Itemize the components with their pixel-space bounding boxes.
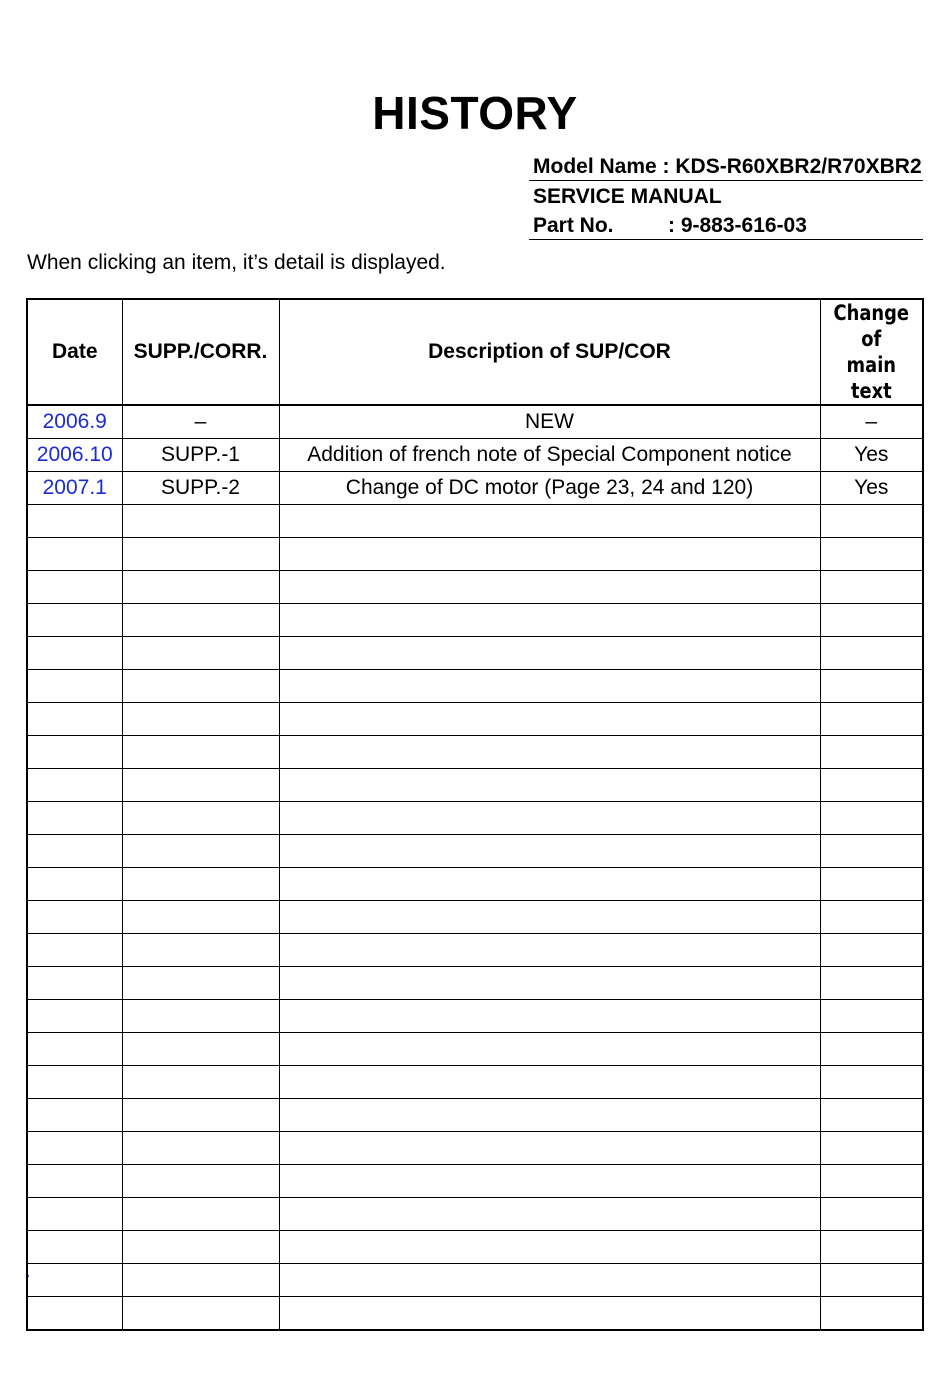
empty-cell — [27, 835, 122, 868]
empty-cell — [279, 538, 820, 571]
empty-cell — [820, 802, 923, 835]
empty-cell — [820, 1033, 923, 1066]
empty-cell — [122, 670, 279, 703]
corner-mark: , — [27, 1268, 30, 1279]
empty-cell — [27, 736, 122, 769]
empty-cell — [27, 637, 122, 670]
empty-cell — [27, 802, 122, 835]
empty-cell — [122, 901, 279, 934]
row-description: Addition of french note of Special Component notice — [279, 439, 820, 472]
empty-cell — [122, 835, 279, 868]
empty-cell — [820, 769, 923, 802]
row-change: Yes — [820, 472, 923, 505]
empty-cell — [279, 1000, 820, 1033]
empty-cell — [27, 967, 122, 1000]
empty-table-row — [27, 1198, 923, 1231]
empty-cell — [820, 1132, 923, 1165]
empty-cell — [27, 670, 122, 703]
header-change-line2: main text — [846, 353, 897, 403]
empty-cell — [122, 538, 279, 571]
empty-table-row — [27, 1231, 923, 1264]
row-change: – — [820, 405, 923, 439]
empty-table-row — [27, 538, 923, 571]
empty-cell — [820, 967, 923, 1000]
empty-cell — [122, 1198, 279, 1231]
empty-cell — [279, 1033, 820, 1066]
empty-table-row — [27, 1066, 923, 1099]
empty-table-row — [27, 1132, 923, 1165]
empty-cell — [27, 1000, 122, 1033]
empty-cell — [122, 1297, 279, 1331]
empty-cell — [279, 934, 820, 967]
model-name-label: Model Name — [533, 155, 657, 178]
empty-cell — [279, 637, 820, 670]
empty-table-row — [27, 736, 923, 769]
empty-cell — [820, 1066, 923, 1099]
table-row[interactable] — [27, 405, 923, 439]
empty-cell — [279, 703, 820, 736]
header-date: Date — [27, 299, 122, 405]
empty-cell — [122, 1000, 279, 1033]
history-table — [26, 298, 924, 1331]
model-name — [533, 155, 923, 179]
empty-cell — [820, 703, 923, 736]
empty-cell — [820, 538, 923, 571]
empty-cell — [122, 967, 279, 1000]
row-date-link[interactable]: 2006.9 — [27, 405, 122, 439]
empty-table-row — [27, 1165, 923, 1198]
empty-cell — [279, 835, 820, 868]
empty-cell — [820, 835, 923, 868]
empty-cell — [279, 1231, 820, 1264]
empty-cell — [820, 505, 923, 538]
empty-cell — [27, 571, 122, 604]
empty-cell — [27, 1264, 122, 1297]
empty-cell — [27, 604, 122, 637]
empty-table-row — [27, 703, 923, 736]
empty-cell — [279, 670, 820, 703]
empty-cell — [279, 1099, 820, 1132]
empty-cell — [122, 604, 279, 637]
empty-cell — [27, 538, 122, 571]
empty-table-row — [27, 670, 923, 703]
page-title: HISTORY — [372, 87, 578, 139]
empty-cell — [820, 670, 923, 703]
empty-cell — [27, 1132, 122, 1165]
empty-cell — [820, 736, 923, 769]
empty-cell — [820, 1165, 923, 1198]
empty-cell — [27, 934, 122, 967]
header-change-line1: Change of — [833, 301, 910, 351]
service-manual-label: SERVICE MANUAL — [533, 185, 722, 208]
empty-cell — [27, 769, 122, 802]
empty-cell — [820, 1297, 923, 1331]
table-row[interactable] — [27, 439, 923, 472]
empty-table-row — [27, 1033, 923, 1066]
row-description: Change of DC motor (Page 23, 24 and 120) — [279, 472, 820, 505]
row-date-link[interactable]: 2006.10 — [27, 439, 122, 472]
empty-table-row — [27, 1000, 923, 1033]
empty-table-row — [27, 901, 923, 934]
row-change: Yes — [820, 439, 923, 472]
empty-cell — [27, 1099, 122, 1132]
empty-table-row — [27, 505, 923, 538]
empty-cell — [27, 1231, 122, 1264]
empty-cell — [279, 571, 820, 604]
row-supp: – — [122, 405, 279, 439]
empty-cell — [279, 1132, 820, 1165]
empty-cell — [279, 604, 820, 637]
empty-cell — [279, 1297, 820, 1331]
row-description: NEW — [279, 405, 820, 439]
empty-table-row — [27, 868, 923, 901]
row-date-link[interactable]: 2007.1 — [27, 472, 122, 505]
empty-table-row — [27, 967, 923, 1000]
empty-cell — [279, 802, 820, 835]
empty-cell — [279, 769, 820, 802]
empty-cell — [122, 736, 279, 769]
empty-table-row — [27, 1264, 923, 1297]
empty-cell — [122, 934, 279, 967]
model-name-value: : KDS-R60XBR2/R70XBR2 — [662, 155, 922, 178]
empty-table-row — [27, 1297, 923, 1331]
empty-cell — [27, 1033, 122, 1066]
meta-divider — [529, 239, 923, 240]
empty-cell — [27, 1297, 122, 1331]
empty-cell — [122, 1066, 279, 1099]
header-description: Description of SUP/COR — [279, 299, 820, 405]
empty-cell — [820, 868, 923, 901]
empty-table-row — [27, 571, 923, 604]
table-row[interactable] — [27, 472, 923, 505]
row-supp: SUPP.-2 — [122, 472, 279, 505]
empty-cell — [820, 1000, 923, 1033]
empty-cell — [27, 505, 122, 538]
empty-cell — [27, 1066, 122, 1099]
empty-cell — [279, 736, 820, 769]
empty-cell — [279, 868, 820, 901]
empty-cell — [820, 901, 923, 934]
instruction-text: When clicking an item, it’s detail is displayed. — [27, 251, 446, 274]
empty-cell — [122, 505, 279, 538]
empty-cell — [820, 1264, 923, 1297]
empty-cell — [820, 637, 923, 670]
empty-table-row — [27, 1099, 923, 1132]
empty-cell — [27, 1198, 122, 1231]
table-header-row — [27, 299, 923, 405]
empty-table-row — [27, 769, 923, 802]
part-number-label: Part No. — [533, 214, 614, 237]
empty-cell — [27, 1165, 122, 1198]
empty-cell — [820, 1099, 923, 1132]
empty-cell — [122, 1231, 279, 1264]
empty-cell — [279, 1264, 820, 1297]
empty-cell — [279, 505, 820, 538]
empty-cell — [122, 769, 279, 802]
empty-cell — [122, 868, 279, 901]
empty-table-row — [27, 637, 923, 670]
empty-cell — [27, 868, 122, 901]
empty-cell — [122, 802, 279, 835]
row-supp: SUPP.-1 — [122, 439, 279, 472]
empty-cell — [279, 967, 820, 1000]
empty-cell — [820, 604, 923, 637]
empty-cell — [122, 571, 279, 604]
empty-cell — [122, 1264, 279, 1297]
empty-cell — [122, 1165, 279, 1198]
meta-divider — [529, 180, 923, 181]
empty-cell — [279, 1165, 820, 1198]
empty-cell — [820, 1198, 923, 1231]
empty-table-row — [27, 802, 923, 835]
empty-cell — [122, 1099, 279, 1132]
part-number-value: : 9-883-616-03 — [668, 214, 807, 237]
part-number — [533, 214, 923, 238]
empty-cell — [122, 1132, 279, 1165]
empty-table-row — [27, 835, 923, 868]
empty-cell — [820, 934, 923, 967]
empty-table-row — [27, 934, 923, 967]
empty-cell — [820, 1231, 923, 1264]
empty-cell — [279, 1066, 820, 1099]
empty-cell — [279, 901, 820, 934]
empty-cell — [27, 901, 122, 934]
empty-cell — [122, 637, 279, 670]
empty-cell — [122, 1033, 279, 1066]
empty-table-row — [27, 604, 923, 637]
empty-cell — [279, 1198, 820, 1231]
empty-cell — [820, 571, 923, 604]
empty-cell — [27, 703, 122, 736]
header-change-main-text — [828, 299, 916, 405]
empty-cell — [122, 703, 279, 736]
table-body — [27, 405, 923, 1330]
header-supp-corr: SUPP./CORR. — [122, 299, 279, 405]
